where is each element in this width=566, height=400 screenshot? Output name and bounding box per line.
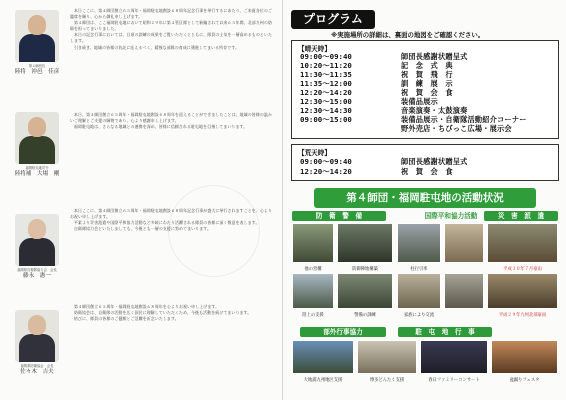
program-title: プログラム [291,10,375,29]
message-defense [70,304,276,394]
message-paragraph: 第４師団は、ここ福岡駐屯地において昭和２９年に第４管区隊として新編されて以来６５年間、北部九州の防衛を担ってまいりました。 [70,20,272,32]
portrait-caption: 第４師団長 [28,64,46,68]
photo-caption: 家族により交流 [403,313,435,318]
photo-defense-2 [337,223,393,263]
photo-external-1 [292,340,354,374]
message-garrison [70,112,276,182]
photo-caption: 他の営構 [304,267,322,272]
photo-defense-3 [292,273,334,309]
photo-international-2 [444,223,484,263]
portrait-name: 陸将補 大場 剛 [14,170,60,177]
photo-defense-4 [337,273,393,309]
program-row: 09:00～15:00 装備品展示・自衛隊活動紹介コーナー [300,115,527,124]
message-paragraph: 第４師団創立６５周年・福岡駐屯地創設６８周年を心よりお祝い申し上げます。 [74,304,220,309]
program-note: ※実施場所の詳細は、裏面の地図をご確認ください。 [331,31,485,39]
message-commander [70,8,276,98]
photo-caption: 平成２９年九州北部豪雨 [498,313,547,318]
portrait-division-commander [8,10,66,76]
photo-defense-chair [15,310,59,362]
photo-caption: 警備の訓練 [354,313,376,318]
photo-cooperation-chair [15,214,59,266]
portrait-caption: 福岡県自衛隊協力会 会長 [17,268,57,272]
program-row: 11:35～12:00 訓 練 展 示 [300,79,453,88]
program-row: 09:00～09:40 師団長感謝状贈呈式 [300,52,468,61]
portrait-name: 藤永 憲一 [23,272,51,279]
program-rain [291,144,559,181]
photo-caption: 平成３０年７月豪雨 [503,267,542,272]
program-row: 10:20～11:20 記 念 式 典 [300,61,453,70]
message-paragraph: 本日の記念行事においては、日頃の訓練の成果をご覧いただくとともに、隊員の士気を一層高めるものといたします。 [70,32,272,44]
photo-caption: 防御陣地構築 [352,267,378,272]
message-paragraph: 本日ここに、第４師団創立６５周年・福岡駐屯地創設６８周年記念行事を挙行するにあたり、ご来賓各位のご臨席を賜り、心から御礼申し上げます。 [70,8,272,20]
program-row: 12:30～14:30 音楽演奏・太鼓演奏 [300,106,468,115]
message-paragraph: 自衛隊協力会といたしましても、今後とも一層の支援に努めてまいります。 [74,226,212,232]
program-row: 12:20～14:20 祝 賀 会 食 [300,167,453,176]
program-row: 12:30～15:00 装備品展示 [300,97,438,106]
page-fold [282,0,283,400]
section-defense: 防 衛 警 備 [292,211,386,221]
photo-international-1 [397,223,441,263]
photo-caption: 柱行引率 [410,267,428,272]
message-paragraph: 福岡駐屯地は、さらなる地域との連携を深め、皆様に信頼される駐屯地を目指してまいります。 [74,124,248,130]
message-paragraph: 防衛協会は、自衛隊の活動を広く国民に理解していただくため、今後も活動を続けてまいります。 [74,310,252,316]
photo-defense-1 [292,223,334,263]
activities-title: 第４師団・福岡駐屯地の活動状況 [314,188,536,208]
portrait-defense-chair [8,310,66,376]
rain-label: 【荒天時】 [298,149,331,157]
program-row: 11:30～11:35 祝 賀 飛 行 [300,70,453,79]
portrait-caption: 福岡駐屯地司令 [25,166,49,170]
photo-caption: 大地浦九州地区支援 [303,378,343,383]
program-row: 12:20～14:20 祝 賀 会 食 [300,88,453,97]
program-row: 野外売店・ちびっこ広場・展示会 [401,124,512,133]
portrait-garrison-commander [8,112,66,178]
photo-commander [15,10,59,62]
message-paragraph: 引き続き、地域の皆様の負託に応えるべく、精強な部隊の育成に邁進してまいる所存です。 [74,44,240,50]
photo-international-3 [397,273,441,309]
message-paragraph: 結びに、隊員の皆様のご健勝とご活躍を祈念いたします。 [74,316,179,322]
photo-caption: 春日ファミリーコンサート [428,378,480,383]
photo-caption: 博多どんたく支援 [369,378,405,383]
section-international: 国際平和協力活動 [424,212,478,220]
portrait-name: 佐々木 吉夫 [20,368,54,375]
photo-disaster-1 [487,223,558,263]
portrait-cooperation-chair [8,214,66,280]
message-cooperation [70,208,276,294]
photo-external-2 [357,340,417,374]
photo-garrison-commander [15,112,59,164]
portrait-name: 陸将 沖邑 佳彦 [14,68,60,75]
photo-disaster-2 [487,273,558,309]
photo-garrison-1 [420,340,488,374]
message-paragraph: 平素より災害派遣や国際平和協力活動など多岐にわたり活躍される隊員の皆様に深く敬意を表します。 [74,220,260,226]
program-row: 09:00～09:40 師団長感謝状贈呈式 [300,157,468,166]
photo-caption: 陸上の支援 [302,313,324,318]
fair-weather-label: 【晴天時】 [298,45,331,53]
message-paragraph: 本日、第４師団創立６５周年・福岡駐屯地創設６８周年を迎えることができましたことは、地域の皆様の温かいご理解とご支援の賜物であり、心より感謝申し上げます。 [70,112,272,124]
message-paragraph: 本日ここに、第４師団創立６５周年・福岡駐屯地創設６８周年記念行事が盛大に挙行されますことを、心よりお祝い申し上げます。 [70,208,272,220]
photo-caption: 盆踊りフェスタ [509,378,540,383]
section-disaster: 災 害 派 遣 [484,211,558,221]
portrait-caption: 福岡県防衛協会 会長 [20,364,54,368]
section-garrison: 駐 屯 地 行 事 [398,327,492,337]
section-external: 部外行事協力 [300,327,386,337]
program-fair-weather [291,40,559,139]
photo-international-4 [444,273,484,309]
photo-garrison-2 [491,340,558,374]
